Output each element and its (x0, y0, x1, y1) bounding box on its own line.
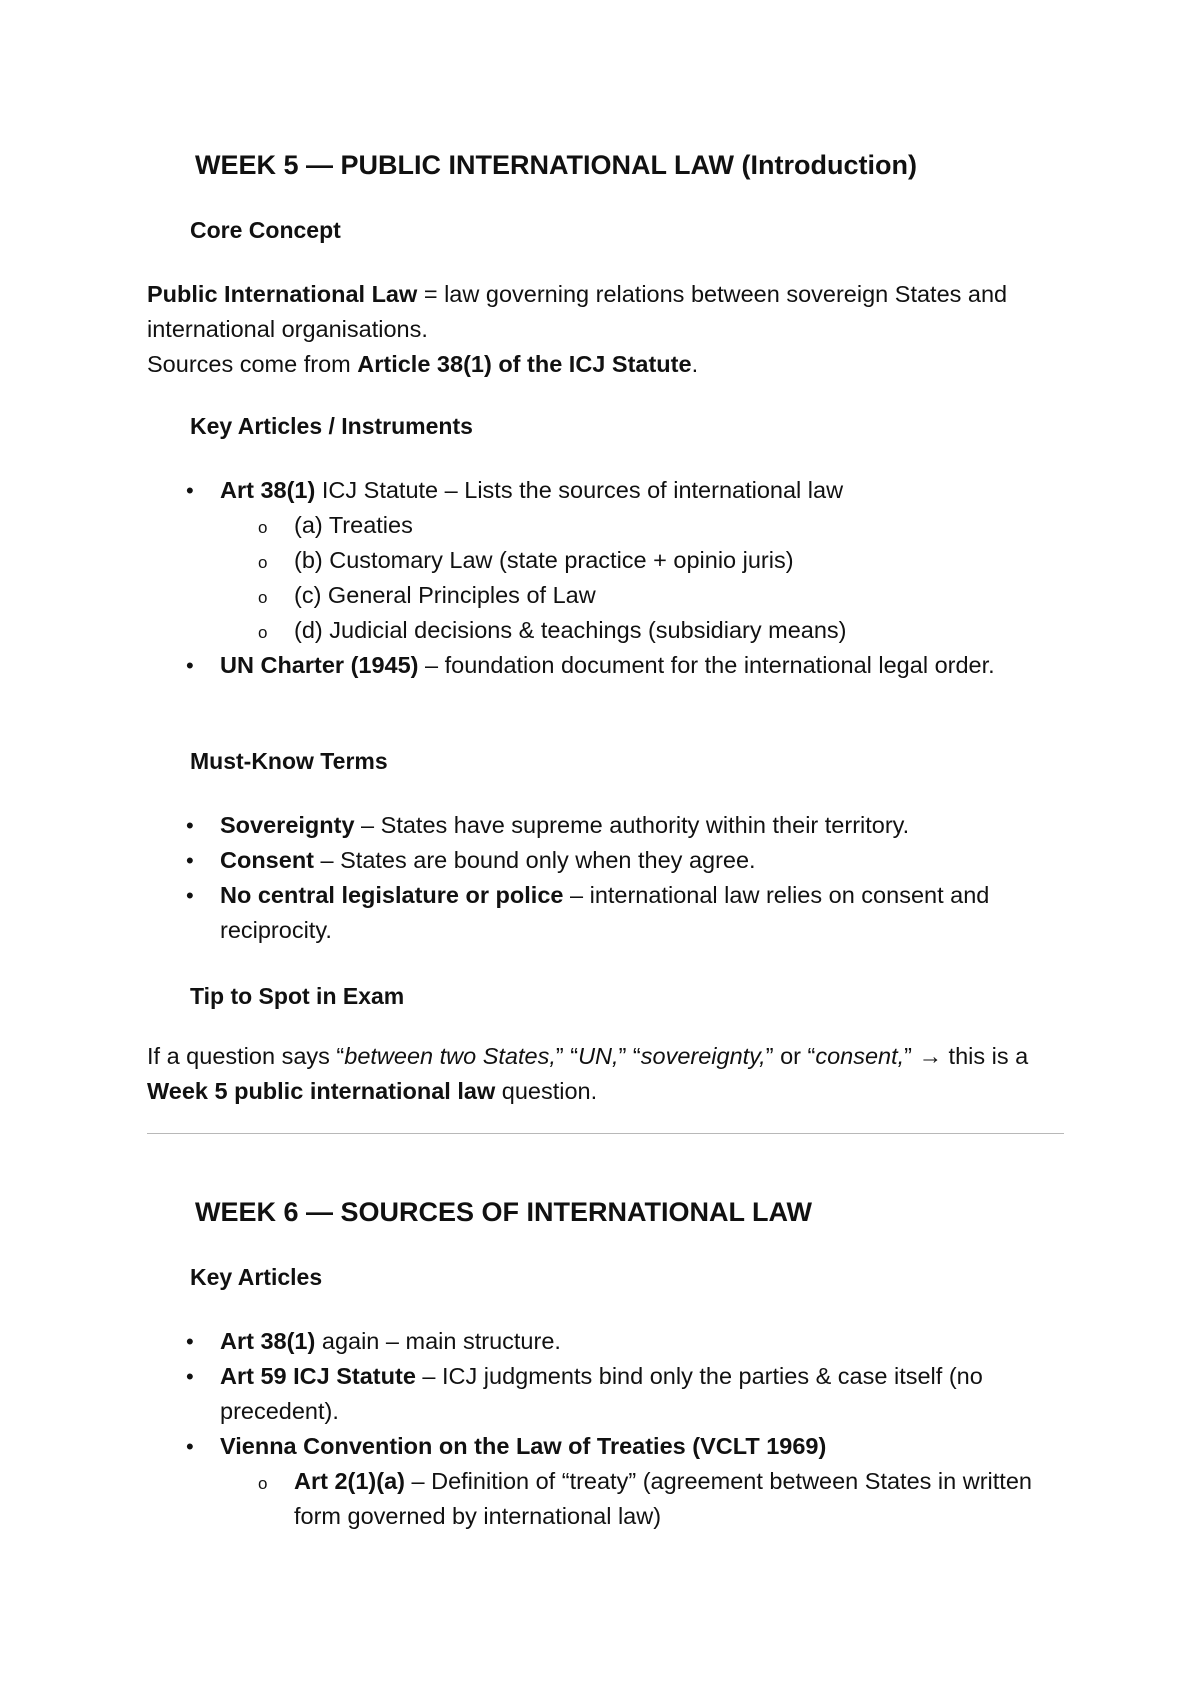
sub-list-item (0, 1464, 1070, 1534)
circle-bullet-icon: o (258, 1474, 268, 1493)
list-item (0, 1429, 1070, 1464)
sub-list-item (0, 613, 1070, 648)
core-term: Public International Law (147, 281, 418, 307)
tip-text: ” “ (618, 1043, 641, 1069)
sub-list-item (0, 578, 1070, 613)
sub-item-text: (d) Judicial decisions & teachings (subsidiary means) (294, 617, 847, 643)
item-text: – foundation document for the international legal order. (418, 652, 995, 678)
item-term: Vienna Convention on the Law of Treaties (VCLT 1969) (220, 1433, 827, 1459)
week6-key-articles-list (0, 1324, 1200, 1534)
circle-bullet-icon: o (258, 553, 268, 572)
list-item (0, 1359, 1070, 1429)
item-text: – ICJ judgments bind only the parties & case itself (no precedent). (220, 1363, 983, 1424)
sub-item-text: (b) Customary Law (state practice + opinio juris) (294, 547, 794, 573)
core-concept-paragraph (147, 277, 1067, 382)
tip-keyword: consent, (815, 1043, 905, 1069)
tip-text: ” → this is a (904, 1043, 1029, 1069)
item-term: Art 38(1) (220, 1328, 316, 1354)
list-item (0, 843, 1070, 878)
sources-article: Article 38(1) of the ICJ Statute (357, 351, 692, 377)
sub-list-item (0, 543, 1070, 578)
item-term: No central legislature or police (220, 882, 564, 908)
bullet-icon: • (186, 653, 194, 678)
exam-tip-heading: Tip to Spot in Exam (190, 983, 405, 1009)
list-item (0, 473, 1070, 508)
tip-text: If a question says “ (147, 1043, 345, 1069)
list-item (0, 1324, 1070, 1359)
sources-lead: Sources come from (147, 351, 358, 377)
week6-title: WEEK 6 — SOURCES OF INTERNATIONAL LAW (195, 1197, 813, 1227)
circle-bullet-icon: o (258, 588, 268, 607)
item-text: again – main structure. (315, 1328, 561, 1354)
item-term: Art 38(1) (220, 477, 316, 503)
item-term: Consent (220, 847, 314, 873)
horizontal-divider (147, 1133, 1064, 1134)
sub-item-text: (c) General Principles of Law (294, 582, 596, 608)
bullet-icon: • (186, 1434, 194, 1459)
core-definition: = law governing relations between sovereign States and international organisations. (147, 281, 1008, 342)
item-term: UN Charter (1945) (220, 652, 419, 678)
circle-bullet-icon: o (258, 623, 268, 642)
bullet-icon: • (186, 848, 194, 873)
tip-text: ” “ (555, 1043, 579, 1069)
sub-list-item (0, 508, 1070, 543)
item-text: – States are bound only when they agree. (314, 847, 756, 873)
tip-emphasis: Week 5 public international law (147, 1078, 496, 1104)
circle-bullet-icon: o (258, 518, 268, 537)
tip-keyword: UN, (578, 1043, 619, 1069)
bullet-icon: • (186, 1329, 194, 1354)
sub-item-text: (a) Treaties (294, 512, 413, 538)
item-text: ICJ Statute – Lists the sources of international law (315, 477, 844, 503)
bullet-icon: • (186, 1364, 194, 1389)
bullet-icon: • (186, 883, 194, 908)
item-text: – international law relies on consent and reciprocity. (220, 882, 990, 943)
list-item (0, 808, 1070, 843)
tip-text: ” or “ (765, 1043, 816, 1069)
exam-tip-paragraph (147, 1039, 1067, 1109)
sources-period: . (691, 351, 699, 377)
item-text: – Definition of “treaty” (agreement between States in written form governed by international law) (294, 1468, 1032, 1529)
tip-text: question. (495, 1078, 598, 1104)
item-text: – States have supreme authority within their territory. (354, 812, 910, 838)
bullet-icon: • (186, 813, 194, 838)
key-articles-list (0, 473, 1200, 683)
key-articles-heading: Key Articles / Instruments (190, 413, 473, 439)
item-term: Sovereignty (220, 812, 355, 838)
tip-keyword: sovereignty, (640, 1043, 766, 1069)
must-know-terms-heading: Must-Know Terms (190, 748, 388, 774)
tip-keyword: between two States, (344, 1043, 556, 1069)
list-item (0, 878, 1070, 948)
week6-key-articles-heading: Key Articles (190, 1264, 323, 1290)
week5-title: WEEK 5 — PUBLIC INTERNATIONAL LAW (Introduction) (195, 150, 917, 180)
list-item (0, 648, 1070, 683)
core-concept-heading: Core Concept (190, 217, 341, 243)
bullet-icon: • (186, 478, 194, 503)
item-term: Art 2(1)(a) (294, 1468, 405, 1494)
item-term: Art 59 ICJ Statute (220, 1363, 416, 1389)
must-know-terms-list (0, 808, 1200, 948)
